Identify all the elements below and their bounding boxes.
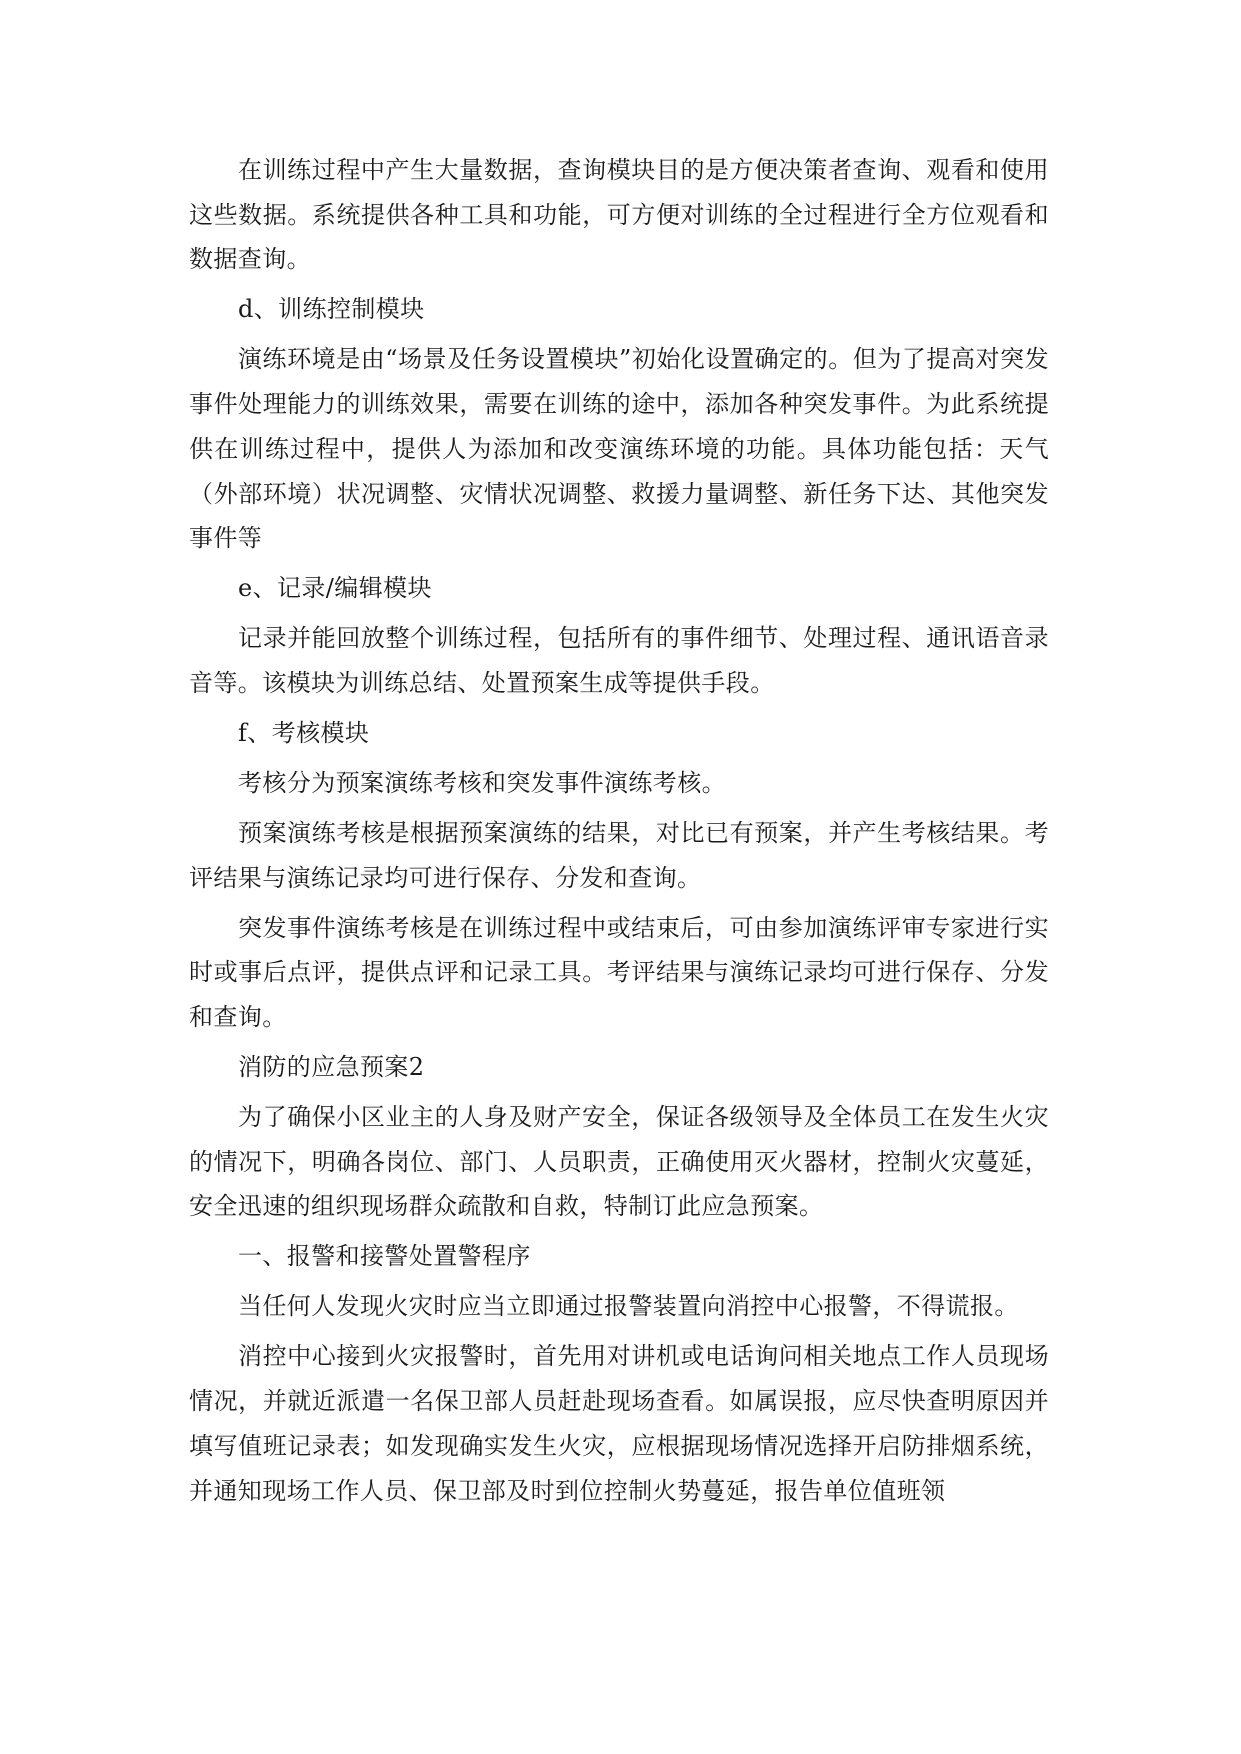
paragraph-assessment-types: 考核分为预案演练考核和突发事件演练考核。 bbox=[238, 768, 726, 797]
heading-record-edit-module: e、记录/编辑模块 bbox=[238, 574, 432, 603]
document-body bbox=[189, 148, 1049, 1519]
paragraph-plan-purpose: 为了确保小区业主的人身及财产安全，保证各级领导及全体员工在发生火灾的情况下，明确各岗位、部门、人员职责，正确使用灭火器材，控制火灾蔓延，安全迅速的组织现场群众疏散和自救，特制订此应急预案。 bbox=[189, 1103, 1049, 1221]
paragraph-query-module-description: 在训练过程中产生大量数据，查询模块目的是方便决策者查询、观看和使用这些数据。系统提供各种工具和功能，可方便对训练的全过程进行全方位观看和数据查询。 bbox=[189, 156, 1049, 274]
paragraph-emergency-drill-assessment: 突发事件演练考核是在训练过程中或结束后，可由参加演练评审专家进行实时或事后点评，提供点评和记录工具。考评结果与演练记录均可进行保存、分发和查询。 bbox=[189, 913, 1049, 1032]
heading-fire-emergency-plan-2: 消防的应急预案2 bbox=[238, 1053, 425, 1082]
heading-alarm-procedure: 一、报警和接警处置警程序 bbox=[238, 1242, 531, 1271]
paragraph-training-control-description: 演练环境是由“场景及任务设置模块”初始化设置确定的。但为了提高对突发事件处理能力的训练效果，需要在训练的途中，添加各种突发事件。为此系统提供在训练过程中，提供人为添加和改变演练环境的功能。具体功能包括：天气（外部环境）状况调整、灾情状况调整、救援力量调整、新任务下达、其他突发事件等 bbox=[189, 345, 1049, 553]
heading-assessment-module: f、考核模块 bbox=[238, 718, 370, 747]
paragraph-record-edit-description: 记录并能回放整个训练过程，包括所有的事件细节、处理过程、通讯语音录音等。该模块为训练总结、处置预案生成等提供手段。 bbox=[189, 624, 1049, 697]
paragraph-report-fire: 当任何人发现火灾时应当立即通过报警装置向消控中心报警，不得谎报。 bbox=[238, 1292, 1019, 1321]
paragraph-control-center-response: 消控中心接到火灾报警时，首先用对讲机或电话询问相关地点工作人员现场情况，并就近派遣一名保卫部人员赶赴现场查看。如属误报，应尽快查明原因并填写值班记录表；如发现确实发生火灾，应根据现场情况选择开启防排烟系统，并通知现场工作人员、保卫部及时到位控制火势蔓延，报告单位值班领 bbox=[189, 1342, 1049, 1505]
paragraph-plan-drill-assessment: 预案演练考核是根据预案演练的结果，对比已有预案，并产生考核结果。考评结果与演练记录均可进行保存、分发和查询。 bbox=[189, 818, 1049, 892]
heading-training-control-module: d、训练控制模块 bbox=[238, 295, 425, 324]
